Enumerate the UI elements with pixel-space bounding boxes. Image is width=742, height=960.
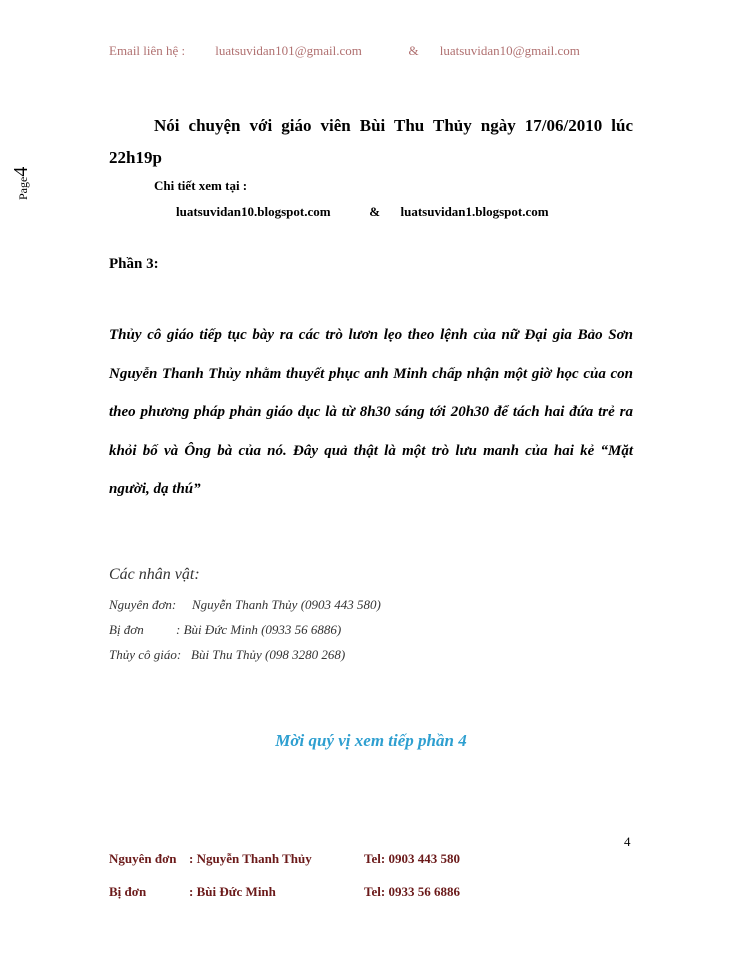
character-value: Nguyễn Thanh Thủy (0903 443 580) — [192, 597, 381, 612]
page-marker-word: Page — [16, 176, 30, 200]
details-label: Chi tiết xem tại : — [154, 178, 248, 193]
footer-phone: Tel: 0933 56 6886 — [364, 884, 460, 899]
summary-paragraph: Thủy cô giáo tiếp tục bày ra các trò lươn lẹo theo lệnh của nữ Đại gia Bảo Sơn Nguyễn Thanh Thủy nhằm thuyết phục anh Minh chấp nhận một giờ học của con theo phương pháp phản giáo dục là từ 8h30 sáng tới 20h30 để tách hai đứa trẻ ra khỏi bố và Ông bà của nó. Đây quả thật là một trò lưu manh của hai kẻ “Mặt người, dạ thú” — [109, 327, 633, 497]
character-row — [109, 597, 381, 613]
footer-name: : Nguyễn Thanh Thủy — [189, 851, 312, 866]
footer-name: : Bùi Đức Minh — [189, 884, 276, 899]
email-link-1[interactable]: luatsuvidan101@gmail.com — [215, 43, 362, 58]
character-role: Nguyên đơn: — [109, 597, 177, 612]
blog-link-1[interactable]: luatsuvidan10.blogspot.com — [176, 204, 331, 219]
page-marker-number: 4 — [10, 166, 32, 177]
blog-link-2[interactable]: luatsuvidan1.blogspot.com — [400, 204, 549, 219]
links-ampersand: & — [369, 204, 381, 219]
header-ampersand: & — [408, 43, 419, 58]
footer-row — [109, 884, 460, 900]
character-role: Thủy cô giáo: — [109, 647, 182, 662]
page-marker — [10, 167, 33, 200]
footer-phone: Tel: 0903 443 580 — [364, 851, 460, 866]
header-contact — [109, 43, 580, 59]
character-row — [109, 622, 341, 638]
footer-row — [109, 851, 460, 867]
details-links — [176, 204, 549, 220]
page-title: Nói chuyện với giáo viên Bùi Thu Thủy ngày 17/06/2010 lúc 22h19p — [109, 116, 633, 167]
footer-role: Bị đơn — [109, 884, 147, 899]
email-link-2[interactable]: luatsuvidan10@gmail.com — [439, 43, 580, 58]
continue-notice: Mời quý vị xem tiếp phần 4 — [275, 731, 467, 750]
email-label: Email liên hệ : — [109, 43, 186, 58]
footer-role: Nguyên đơn — [109, 851, 177, 866]
part-label: Phần 3: — [109, 256, 159, 272]
character-value: Bùi Thu Thủy (098 3280 268) — [191, 647, 346, 662]
character-row — [109, 647, 345, 663]
character-value: : Bùi Đức Minh (0933 56 6886) — [176, 622, 342, 637]
character-role: Bị đơn — [109, 622, 144, 637]
page-number: 4 — [624, 834, 631, 849]
characters-title: Các nhân vật: — [109, 566, 200, 583]
